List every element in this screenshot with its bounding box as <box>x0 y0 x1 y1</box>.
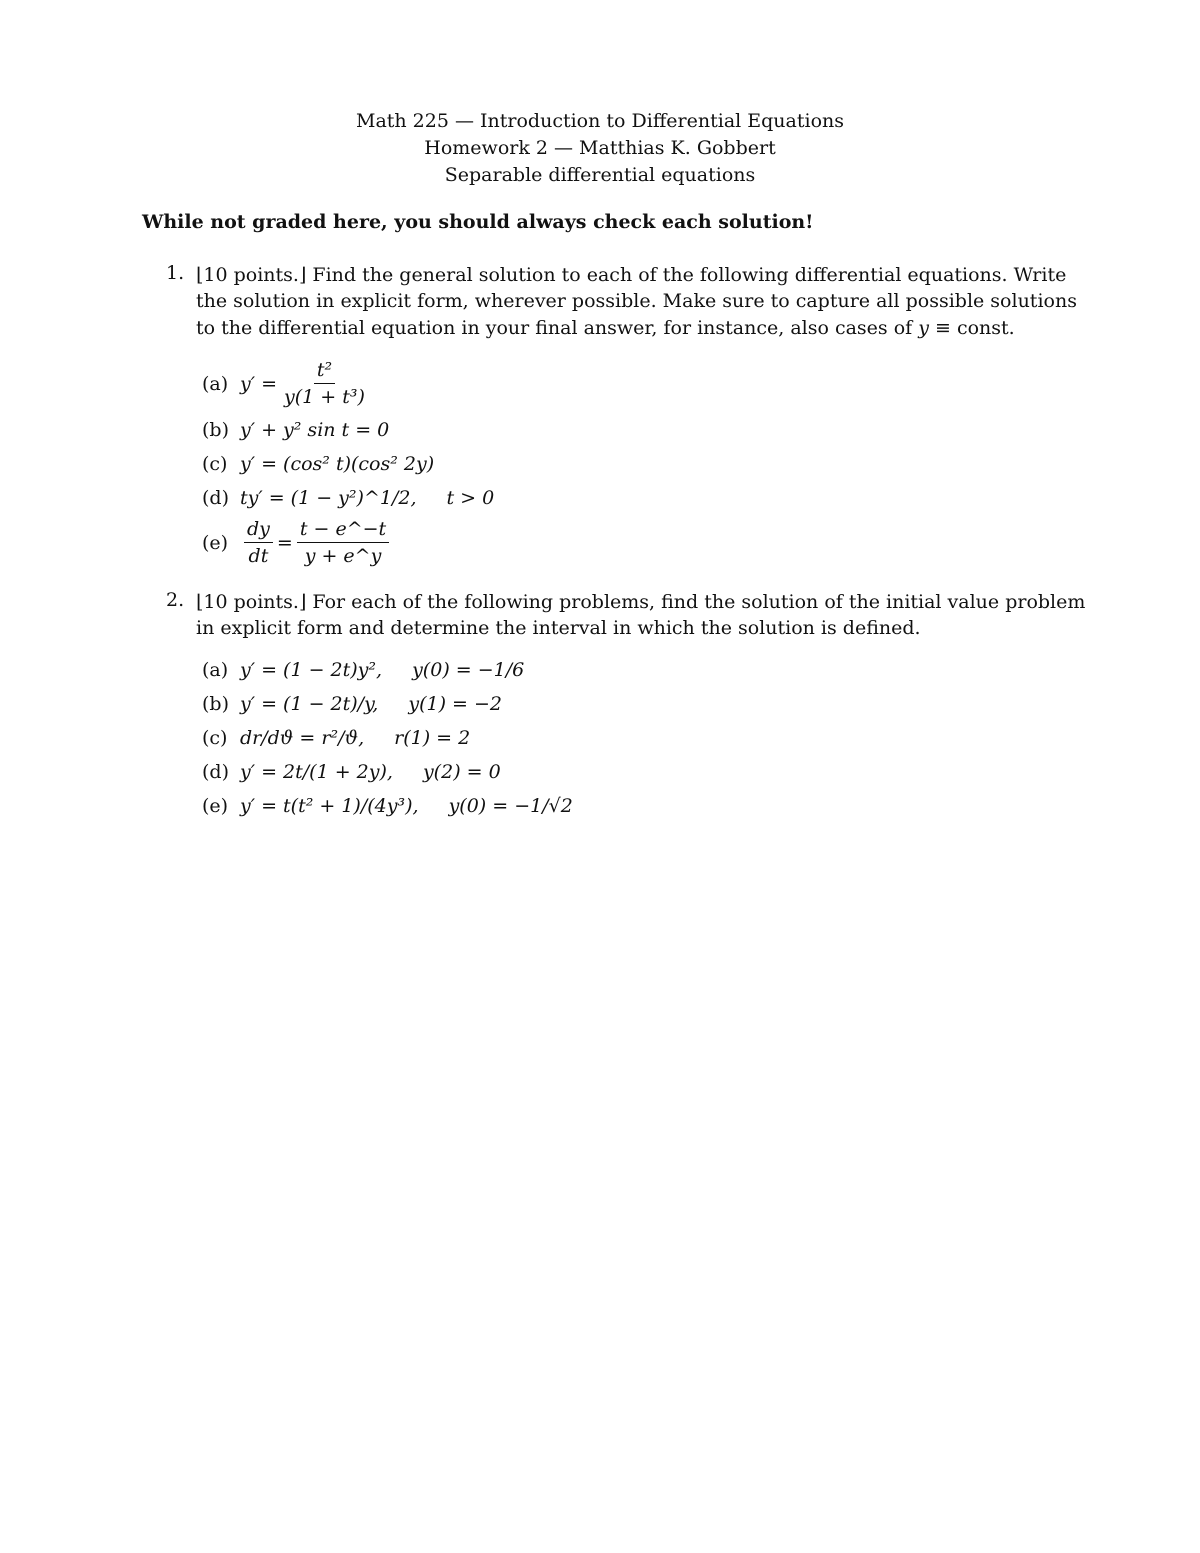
equation: y′ = (1 − 2t)y², <box>240 659 383 681</box>
condition: t > 0 <box>446 487 495 509</box>
denominator: y(1 + t³) <box>284 386 365 408</box>
equation: y′ = t(t² + 1)/(4y³), <box>240 795 419 817</box>
course-title: Math 225 — Introduction to Differential Equations <box>355 110 845 132</box>
item-label: (e) <box>202 795 229 817</box>
item-label: (c) <box>202 453 228 475</box>
problem-text-line: the solution in explicit form, wherever possible. Make sure to capture all possible solutions <box>196 290 1077 313</box>
problem-text-line: to the differential equation in your final answer, for instance, also cases of y ≡ const. <box>196 316 1015 339</box>
numerator: t − e^−t <box>297 518 389 543</box>
problem-1a <box>202 359 372 408</box>
problem-2-text <box>196 589 1086 642</box>
equation: ty′ = (1 − y²)^1/2, <box>240 487 417 509</box>
fraction <box>244 518 273 567</box>
problem-2a <box>202 659 524 681</box>
problem-text-line: ⌊10 points.⌋ Find the general solution to each of the following differential equations. Write <box>196 264 1067 286</box>
item-label: (d) <box>202 487 229 509</box>
problem-1d <box>202 487 494 509</box>
topic-title: Separable differential equations <box>444 164 756 186</box>
initial-condition: y(1) = −2 <box>408 693 502 715</box>
item-label: (d) <box>202 761 229 783</box>
item-label: (e) <box>202 531 229 554</box>
numerator: t² <box>314 359 335 384</box>
initial-condition: r(1) = 2 <box>394 727 471 749</box>
equals-sign: = <box>276 531 293 554</box>
problem-1e <box>202 518 393 567</box>
problem-2e <box>202 795 573 817</box>
item-label: (b) <box>202 693 229 715</box>
initial-condition: y(0) = −1/√2 <box>448 795 573 817</box>
problem-number: 1. <box>166 262 185 284</box>
problem-1c <box>202 453 434 475</box>
equation: y′ + y² sin t = 0 <box>240 419 390 441</box>
problem-text-line: in explicit form and determine the interval in which the solution is defined. <box>196 617 921 640</box>
fraction <box>297 518 389 567</box>
problem-2d <box>202 761 501 783</box>
numerator: dy <box>244 518 273 543</box>
problem-1b <box>202 419 389 441</box>
problem-1-text <box>196 262 1077 341</box>
problem-2b <box>202 693 502 715</box>
denominator: dt <box>248 545 269 567</box>
initial-condition: y(2) = 0 <box>422 761 501 783</box>
equation: dr/dϑ = r²/ϑ, <box>240 727 365 749</box>
equation: y′ = 2t/(1 + 2y), <box>240 761 393 783</box>
document-header <box>0 108 1200 189</box>
problem-2c <box>202 727 470 749</box>
equation-lhs: y′ = <box>240 372 278 395</box>
check-solution-notice: While not graded here, you should always check each solution! <box>142 211 814 233</box>
equation: y′ = (cos² t)(cos² 2y) <box>240 453 435 475</box>
problem-number: 2. <box>166 589 185 611</box>
item-label: (c) <box>202 727 228 749</box>
equation: y′ = (1 − 2t)/y, <box>240 693 379 715</box>
fraction <box>281 359 368 408</box>
item-label: (a) <box>202 372 229 395</box>
item-label: (b) <box>202 419 229 441</box>
homework-title: Homework 2 — Matthias K. Gobbert <box>424 137 776 159</box>
item-label: (a) <box>202 659 229 681</box>
denominator: y + e^y <box>304 545 382 567</box>
initial-condition: y(0) = −1/6 <box>412 659 525 681</box>
problem-text-line: ⌊10 points.⌋ For each of the following problems, find the solution of the initial value problem <box>196 591 1086 613</box>
